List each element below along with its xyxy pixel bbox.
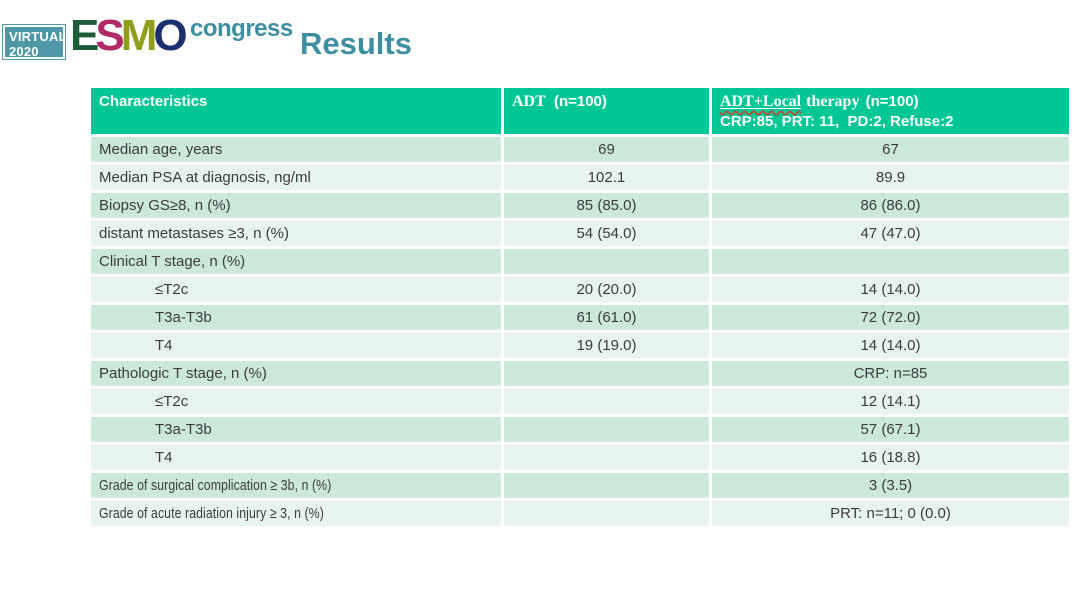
row-label: Median age, years bbox=[99, 141, 223, 158]
local-therapy-value-cell: 67 bbox=[712, 137, 1069, 162]
page-title: Results bbox=[300, 26, 412, 61]
local-therapy-value-cell: CRP: n=85 bbox=[712, 361, 1069, 386]
adt-value-cell: 61 (61.0) bbox=[504, 305, 709, 330]
local-therapy-value-cell: 47 (47.0) bbox=[712, 221, 1069, 246]
esmo-letter-o: O bbox=[153, 11, 184, 60]
results-table bbox=[88, 85, 1072, 529]
table-row bbox=[91, 305, 1069, 330]
table-row bbox=[91, 473, 1069, 498]
row-label: Grade of surgical complication ≥ 3b, n (%) bbox=[99, 477, 332, 494]
local-therapy-value-cell: 14 (14.0) bbox=[712, 277, 1069, 302]
table-row bbox=[91, 361, 1069, 386]
adt-value-cell: 102.1 bbox=[504, 165, 709, 190]
row-label-cell bbox=[91, 445, 501, 470]
adt-value-cell bbox=[504, 445, 709, 470]
local-therapy-value-cell: 12 (14.1) bbox=[712, 389, 1069, 414]
row-label: Median PSA at diagnosis, ng/ml bbox=[99, 169, 311, 186]
table-body bbox=[91, 137, 1069, 526]
adt-value-cell bbox=[504, 473, 709, 498]
row-label: Clinical T stage, n (%) bbox=[99, 253, 246, 270]
row-label-cell bbox=[91, 305, 501, 330]
table-row bbox=[91, 277, 1069, 302]
row-label-cell bbox=[91, 193, 501, 218]
row-label: T4 bbox=[155, 337, 173, 354]
row-label: Pathologic T stage, n (%) bbox=[99, 365, 267, 382]
table-row bbox=[91, 445, 1069, 470]
virtual-badge-line1: VIRTUAL bbox=[9, 29, 67, 44]
virtual-2020-badge bbox=[3, 25, 65, 59]
row-label-cell bbox=[91, 333, 501, 358]
adt-local-header-n: (n=100) bbox=[865, 93, 919, 110]
adt-local-underlined-wrap bbox=[720, 93, 801, 110]
row-label-cell bbox=[91, 417, 501, 442]
adt-value-cell bbox=[504, 501, 709, 526]
esmo-letter-m: M bbox=[120, 11, 154, 60]
adt-local-header-line1 bbox=[720, 93, 1061, 111]
adt-header-serif: ADT bbox=[512, 93, 546, 110]
characteristics-header-label: Characteristics bbox=[99, 93, 208, 110]
local-therapy-value-cell: 16 (18.8) bbox=[712, 445, 1069, 470]
table-row bbox=[91, 333, 1069, 358]
adt-header-n: (n=100) bbox=[553, 93, 607, 110]
slide-header bbox=[0, 0, 1080, 84]
adt-value-cell: 85 (85.0) bbox=[504, 193, 709, 218]
adt-value-cell: 54 (54.0) bbox=[504, 221, 709, 246]
table-row bbox=[91, 165, 1069, 190]
row-label: ≤T2c bbox=[155, 393, 189, 410]
row-label-cell bbox=[91, 501, 501, 526]
adt-value-cell: 19 (19.0) bbox=[504, 333, 709, 358]
adt-value-cell: 20 (20.0) bbox=[504, 277, 709, 302]
adt-value-cell bbox=[504, 249, 709, 274]
adt-local-header-line2: CRP:85, PRT: 11, PD:2, Refuse:2 bbox=[720, 113, 954, 130]
row-label-cell bbox=[91, 473, 501, 498]
adt-value-cell bbox=[504, 389, 709, 414]
results-table-container bbox=[88, 85, 1072, 529]
column-header-adt bbox=[504, 88, 709, 134]
local-therapy-value-cell: 86 (86.0) bbox=[712, 193, 1069, 218]
table-row bbox=[91, 417, 1069, 442]
column-header-characteristics bbox=[91, 88, 501, 134]
local-therapy-value-cell: 14 (14.0) bbox=[712, 333, 1069, 358]
row-label-cell bbox=[91, 389, 501, 414]
row-label: T4 bbox=[155, 449, 173, 466]
row-label: Biopsy GS≥8, n (%) bbox=[99, 197, 231, 214]
therapy-label: therapy bbox=[806, 93, 860, 110]
row-label: T3a-T3b bbox=[155, 421, 212, 438]
table-row bbox=[91, 137, 1069, 162]
adt-local-underlined: ADT+Local bbox=[720, 93, 802, 110]
adt-value-cell bbox=[504, 417, 709, 442]
adt-value-cell: 69 bbox=[504, 137, 709, 162]
esmo-wordmark bbox=[70, 11, 184, 60]
esmo-letter-e: E bbox=[70, 11, 96, 60]
row-label-cell bbox=[91, 249, 501, 274]
esmo-letter-s: S bbox=[95, 11, 121, 60]
table-row bbox=[91, 221, 1069, 246]
virtual-badge-line2: 2020 bbox=[9, 44, 39, 59]
row-label: T3a-T3b bbox=[155, 309, 212, 326]
adt-value-cell bbox=[504, 361, 709, 386]
local-therapy-value-cell: 57 (67.1) bbox=[712, 417, 1069, 442]
local-therapy-value-cell: 89.9 bbox=[712, 165, 1069, 190]
table-row bbox=[91, 389, 1069, 414]
congress-wordmark: congress bbox=[190, 15, 293, 42]
table-row bbox=[91, 193, 1069, 218]
table-header-row bbox=[91, 88, 1069, 134]
row-label-cell bbox=[91, 277, 501, 302]
row-label: Grade of acute radiation injury ≥ 3, n (%) bbox=[99, 505, 324, 522]
row-label-cell bbox=[91, 137, 501, 162]
local-therapy-value-cell: PRT: n=11; 0 (0.0) bbox=[712, 501, 1069, 526]
row-label: distant metastases ≥3, n (%) bbox=[99, 225, 289, 242]
local-therapy-value-cell: 72 (72.0) bbox=[712, 305, 1069, 330]
table-row bbox=[91, 501, 1069, 526]
row-label: ≤T2c bbox=[155, 281, 189, 298]
local-therapy-value-cell bbox=[712, 249, 1069, 274]
column-header-adt-local-therapy bbox=[712, 88, 1069, 134]
row-label-cell bbox=[91, 361, 501, 386]
local-therapy-value-cell: 3 (3.5) bbox=[712, 473, 1069, 498]
row-label-cell bbox=[91, 221, 501, 246]
row-label-cell bbox=[91, 165, 501, 190]
table-row bbox=[91, 249, 1069, 274]
